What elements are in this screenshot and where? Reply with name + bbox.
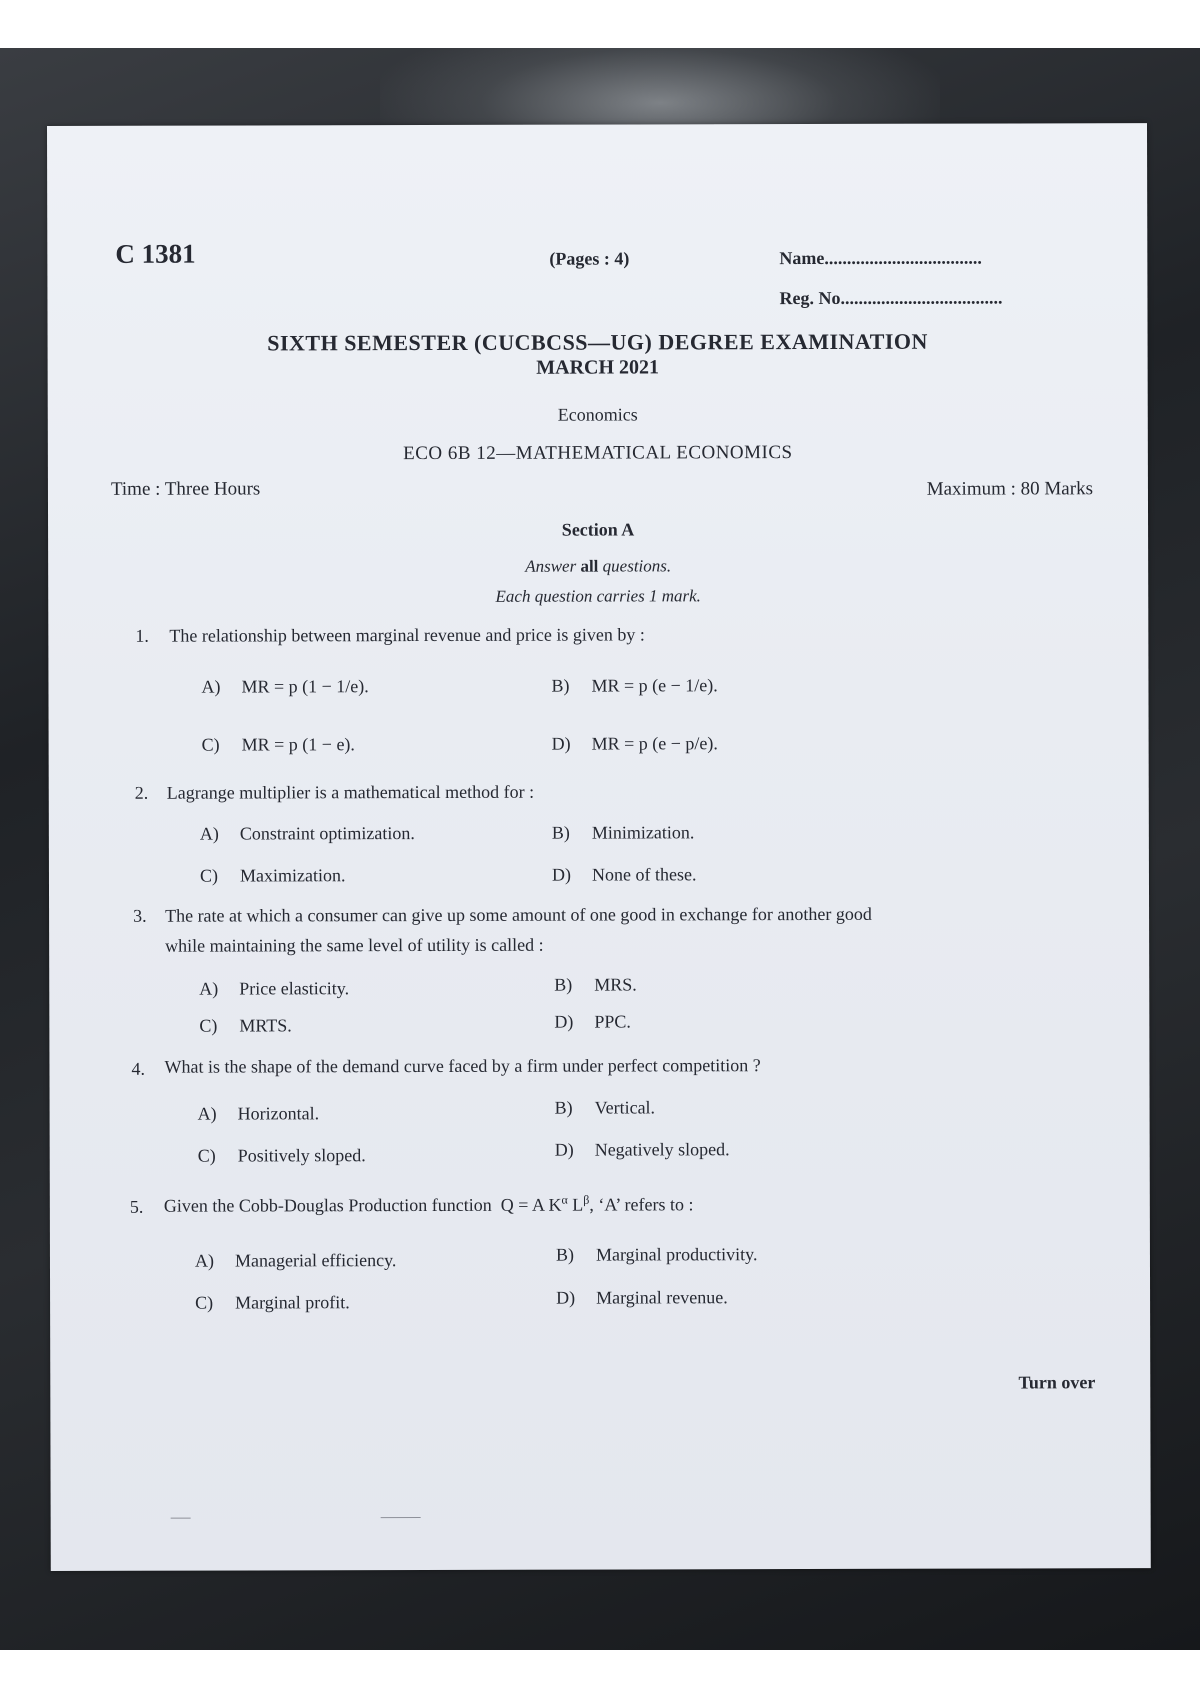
section-instruction xyxy=(48,555,1148,578)
question-number: 2. xyxy=(134,782,149,803)
instruction-text: questions. xyxy=(602,556,672,576)
option-label: D) xyxy=(551,864,571,885)
option-text: Maximization. xyxy=(239,865,346,886)
option-c xyxy=(200,865,346,886)
option-text: None of these. xyxy=(591,864,697,885)
course-title: ECO 6B 12—MATHEMATICAL ECONOMICS xyxy=(403,442,793,465)
option-d xyxy=(554,1011,631,1032)
option-label: D) xyxy=(556,1287,576,1308)
option-label: A) xyxy=(194,1250,214,1271)
option-text: Managerial efficiency. xyxy=(234,1250,397,1271)
reg-no-label: Reg. No xyxy=(779,287,841,309)
name-dots: ................................... xyxy=(824,247,982,268)
print-mark xyxy=(171,1518,191,1519)
option-d xyxy=(556,1287,728,1308)
question-text: What is the shape of the demand curve faced by a firm under perfect competition ? xyxy=(164,1055,761,1077)
option-text: Price elasticity. xyxy=(239,978,350,999)
maximum-marks: Maximum : 80 Marks xyxy=(926,478,1093,500)
option-label: C) xyxy=(201,734,220,755)
section-title: Section A xyxy=(561,519,635,540)
option-b xyxy=(556,1244,758,1266)
option-b xyxy=(551,675,717,696)
exam-title: SIXTH SEMESTER (CUCBCSS—UG) DEGREE EXAMINATION xyxy=(267,328,928,356)
page-count: (Pages : 4) xyxy=(549,248,630,269)
option-text: Marginal revenue. xyxy=(596,1287,728,1308)
option-label: B) xyxy=(551,675,570,696)
question-number: 3. xyxy=(133,905,147,926)
option-text: PPC. xyxy=(594,1011,631,1032)
formula-l: L xyxy=(572,1194,584,1215)
reg-no-field xyxy=(779,287,1002,309)
option-d xyxy=(555,1139,730,1160)
option-text: MRTS. xyxy=(239,1015,292,1036)
option-d xyxy=(552,864,697,885)
time-allowed: Time : Three Hours xyxy=(110,478,261,500)
option-text: MR = p (e − 1/e). xyxy=(591,675,718,696)
option-text: Minimization. xyxy=(591,822,695,843)
option-text: Vertical. xyxy=(594,1097,656,1118)
option-label: A) xyxy=(201,676,221,697)
question-text-part: Given the Cobb-Douglas Production function xyxy=(163,1194,492,1216)
option-label: A) xyxy=(197,1103,217,1124)
turn-over-note: Turn over xyxy=(1018,1372,1096,1393)
option-text: Constraint optimization. xyxy=(239,823,415,844)
option-label: D) xyxy=(551,733,571,754)
question-text: The relationship between marginal revenue and price is given by : xyxy=(169,624,645,646)
question-number: 1. xyxy=(135,625,149,646)
option-c xyxy=(198,1145,366,1166)
option-a xyxy=(195,1250,396,1272)
option-label: A) xyxy=(199,823,219,844)
option-c xyxy=(195,1292,350,1313)
option-d xyxy=(552,733,718,754)
question-text-continued: while maintaining the same level of utility is called : xyxy=(165,934,544,956)
photo-background xyxy=(0,48,1200,1650)
question-text: The rate at which a consumer can give up some amount of one good in exchange for another good xyxy=(165,903,872,926)
option-a xyxy=(200,823,415,845)
option-text: MRS. xyxy=(594,974,637,995)
option-text: MR = p (1 − e). xyxy=(241,734,355,755)
question-text xyxy=(164,1192,694,1216)
question-number: 5. xyxy=(129,1196,144,1217)
option-a xyxy=(198,1103,320,1124)
option-label: C) xyxy=(199,865,218,886)
option-b xyxy=(554,974,637,995)
option-text: Marginal profit. xyxy=(235,1292,350,1313)
print-mark xyxy=(381,1517,421,1518)
name-label: Name xyxy=(779,247,825,269)
marks-instruction: Each question carries 1 mark. xyxy=(495,586,701,606)
option-c xyxy=(199,1015,291,1036)
question-text: Lagrange multiplier is a mathematical method for : xyxy=(166,781,535,803)
option-text: Positively sloped. xyxy=(237,1145,366,1166)
option-c xyxy=(202,734,355,755)
option-text: MR = p (e − p/e). xyxy=(591,733,718,754)
option-label: B) xyxy=(555,1244,574,1265)
option-text: Horizontal. xyxy=(237,1103,320,1124)
option-label: D) xyxy=(554,1011,574,1032)
option-label: B) xyxy=(551,822,570,843)
reg-no-dots: .................................... xyxy=(840,287,1003,308)
option-label: D) xyxy=(554,1139,574,1160)
option-a xyxy=(199,978,349,999)
instruction-text: Answer xyxy=(525,556,577,576)
exam-paper-sheet xyxy=(47,123,1151,1571)
paper-code: C 1381 xyxy=(115,238,196,269)
formula: Q = A K xyxy=(500,1194,562,1215)
subject: Economics xyxy=(557,404,638,425)
exponent-beta: β xyxy=(583,1192,590,1207)
instruction-emphasis: all xyxy=(580,556,599,576)
option-label: B) xyxy=(554,1097,573,1118)
option-label: C) xyxy=(195,1292,214,1313)
option-text: Negatively sloped. xyxy=(594,1139,730,1160)
name-field xyxy=(779,248,982,270)
option-text: Marginal productivity. xyxy=(595,1244,758,1265)
option-label: A) xyxy=(199,978,219,999)
option-label: C) xyxy=(199,1015,218,1036)
option-b xyxy=(552,822,695,843)
option-a xyxy=(201,676,368,697)
question-text-part: , ‘A’ refers to : xyxy=(589,1194,694,1215)
exam-month: MARCH 2021 xyxy=(536,356,660,379)
option-text: MR = p (1 − 1/e). xyxy=(241,676,369,697)
option-b xyxy=(555,1097,656,1118)
option-label: B) xyxy=(554,974,573,995)
question-number: 4. xyxy=(131,1058,145,1079)
exponent-alpha: α xyxy=(561,1192,568,1207)
option-label: C) xyxy=(197,1145,216,1166)
